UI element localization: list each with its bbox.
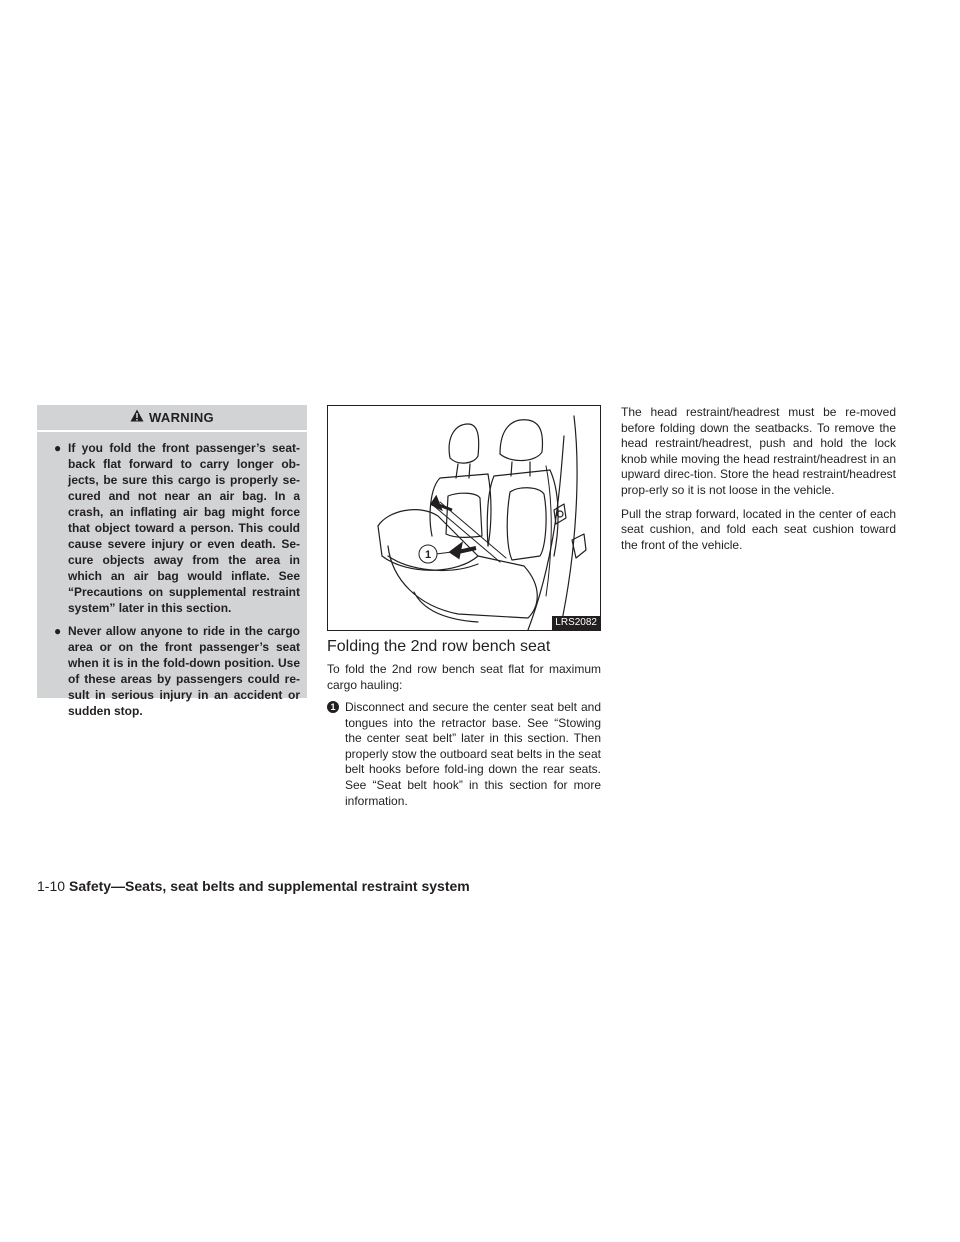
- paragraph: Pull the strap forward, located in the center of each seat cushion, and fold each seat cushion toward the front of the vehicle.: [621, 506, 896, 552]
- callout-number: 1: [424, 549, 432, 561]
- warning-item-text: Never allow anyone to ride in the cargo area or on the front passenger’s seat when it is in the fold-down position. Use of these areas by passengers could re-sult in serious injury in an accident or sudden stop.: [68, 624, 300, 718]
- warning-title: WARNING: [149, 410, 214, 425]
- step-1: [327, 700, 601, 809]
- warning-list: [37, 432, 307, 719]
- warning-box: [37, 405, 307, 718]
- warning-header: [37, 405, 307, 432]
- seat-drawing: [328, 406, 600, 630]
- bullet-icon: ●: [54, 624, 62, 638]
- warning-triangle-icon: [130, 409, 144, 427]
- section-heading: Folding the 2nd row bench seat: [327, 638, 551, 655]
- warning-item: [54, 440, 300, 616]
- bullet-icon: ●: [54, 441, 62, 455]
- page-number: 1-10: [37, 878, 66, 894]
- step-number-icon: 1: [327, 701, 339, 713]
- step-text: Disconnect and secure the center seat belt and tongues into the retractor base. See “Stowing the center seat belt” later in this section. Then properly stow the outboard seat belts in the seat belt hooks before fold-ing down the rear seats. See “Seat belt hook” in this section for more information.: [345, 700, 601, 808]
- seat-illustration: [327, 405, 601, 631]
- warning-item: [54, 623, 300, 719]
- warning-item-text: If you fold the front passenger’s seat-back flat forward to carry longer ob-jects, be sure this cargo is properly se-cured and not near an air bag. In a crash, an inflating air bag might force that object toward a person. This could cause severe injury or even death. Se-cure objects away from the area in which an air bag would inflate. See “Precautions on supplemental restraint system” later in this section.: [68, 441, 300, 615]
- page-footer: [37, 877, 470, 895]
- footer-title: Safety—Seats, seat belts and supplemental restraint system: [69, 878, 470, 894]
- figure-code: LRS2082: [552, 616, 600, 630]
- paragraph: The head restraint/headrest must be re-moved before folding down the seatbacks. To remove the head restraint/headrest, push and hold the lock knob while moving the head restraint/headrest in an upward direc-tion. Store the head restraint/headrest prop-erly so it is not loose in the vehicle.: [621, 405, 896, 497]
- intro-text: To fold the 2nd row bench seat flat for maximum cargo hauling:: [327, 662, 601, 692]
- right-column: [621, 405, 896, 561]
